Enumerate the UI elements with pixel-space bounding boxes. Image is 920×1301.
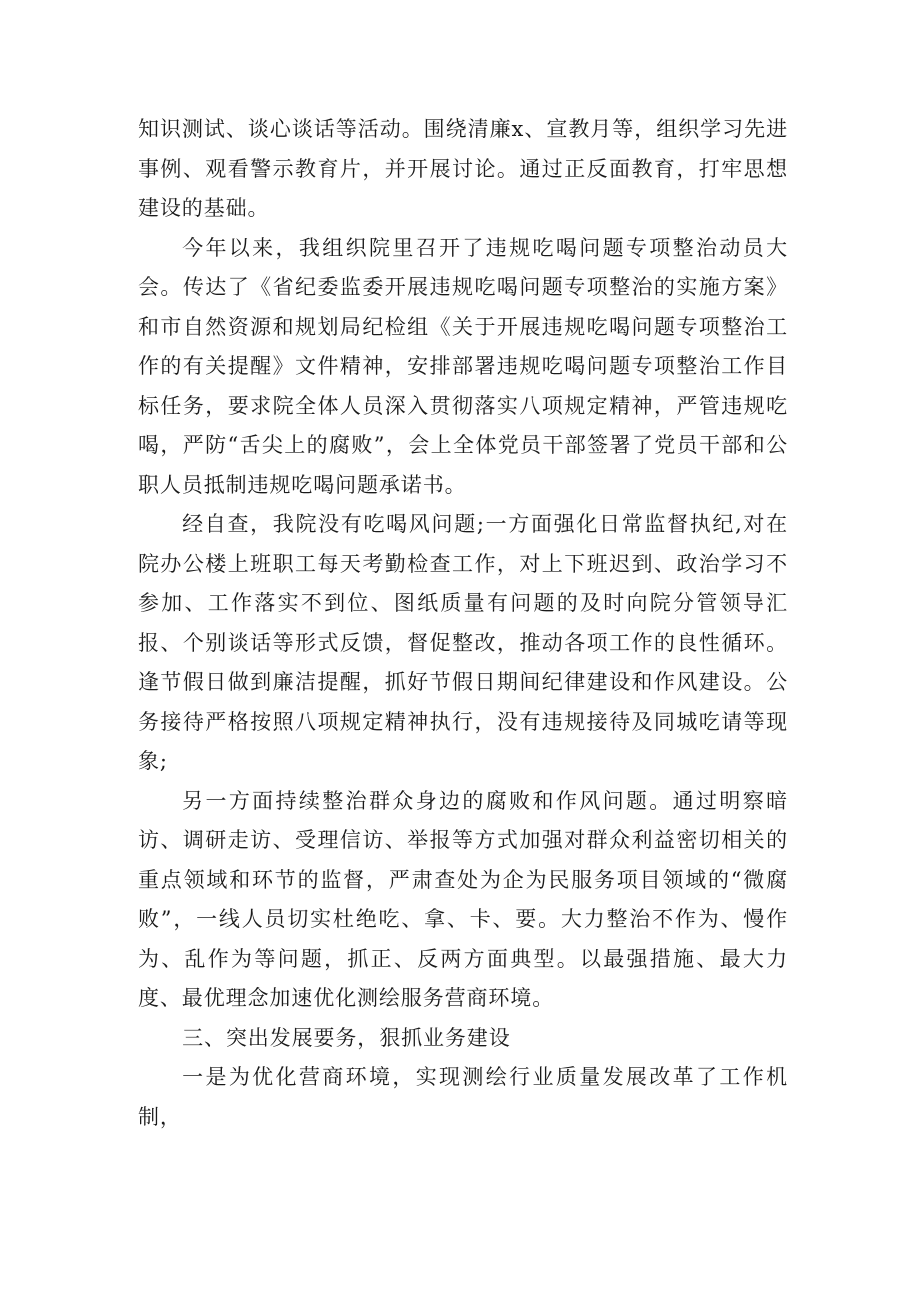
section-heading: 三、突出发展要务，狠抓业务建设 [182, 1025, 511, 1050]
paragraph-5: 一是为优化营商环境，实现测绘行业质量发展改革了工作机制， [138, 1065, 788, 1129]
document-body [138, 110, 788, 1137]
paragraph-1: 知识测试、谈心谈话等活动。围绕清廉x、宣教月等，组织学习先进事例、观看警示教育片，并开展讨论。通过正反面教育，打牢思想建设的基础。 [138, 117, 788, 220]
paragraph-4: 另一方面持续整治群众身边的腐败和作风问题。通过明察暗访、调研走访、受理信访、举报等方式加强对群众利益密切相关的重点领域和环节的监督，严肃查处为企为民服务项目领域的“微腐败”，一线人员切实杜绝吃、拿、卡、要。大力整治不作为、慢作为、乱作为等问题，抓正、反两方面典型。以最强措施、最大力度、最优理念加速优化测绘服务营商环境。 [138, 788, 788, 1010]
paragraph-3: 经自查，我院没有吃喝风问题;一方面强化日常监督执纪,对在院办公楼上班职工每天考勤检查工作，对上下班迟到、政治学习不参加、工作落实不到位、图纸质量有问题的及时向院分管领导汇报、个别谈话等形式反馈，督促整改，推动各项工作的良性循环。逢节假日做到廉洁提醒，抓好节假日期间纪律建设和作风建设。公务接待严格按照八项规定精神执行，没有违规接待及同城吃请等现象; [138, 512, 788, 773]
paragraph-2: 今年以来，我组织院里召开了违规吃喝问题专项整治动员大会。传达了《省纪委监委开展违规吃喝问题专项整治的实施方案》和市自然资源和规划局纪检组《关于开展违规吃喝问题专项整治工作的有关提醒》文件精神，安排部署违规吃喝问题专项整治工作目标任务，要求院全体人员深入贯彻落实八项规定精神，严管违规吃喝，严防“舌尖上的腐败”，会上全体党员干部签署了党员干部和公职人员抵制违规吃喝问题承诺书。 [138, 235, 788, 497]
